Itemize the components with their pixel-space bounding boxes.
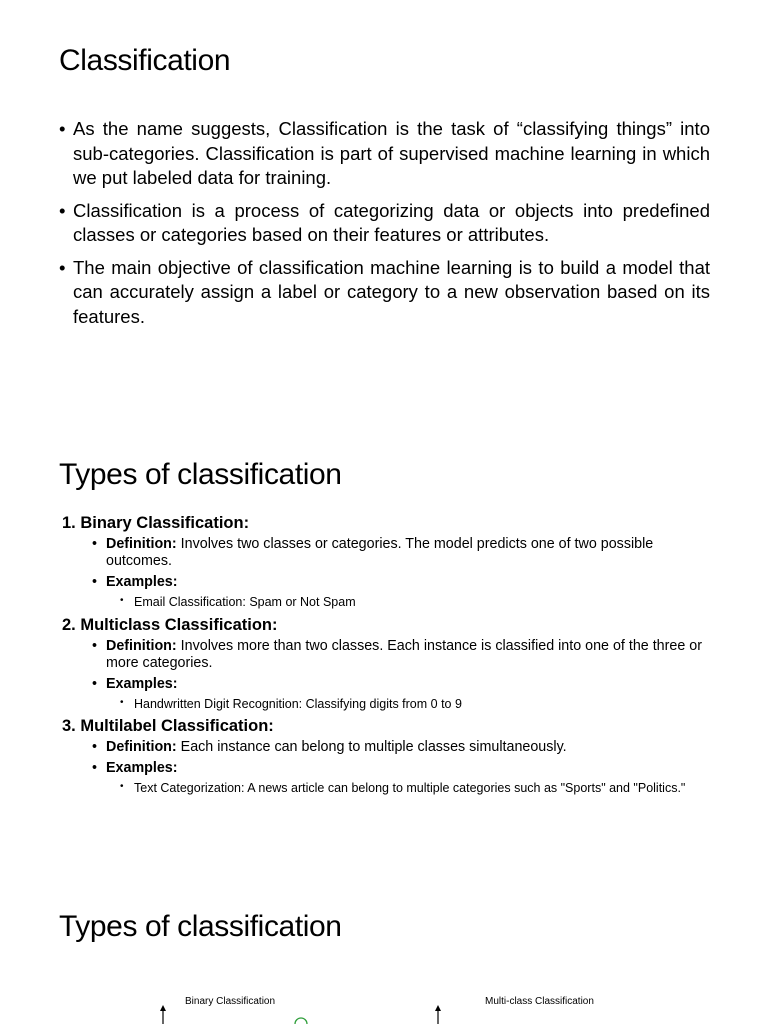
definition-item (92, 739, 712, 756)
class-point (295, 1018, 307, 1024)
slide-types-of-classification-figure (0, 900, 768, 1024)
slide-title: Types of classification (59, 458, 342, 491)
type-item-binary (62, 512, 712, 610)
bullet-item: • Classification is a process of categorizing data or objects into predefined classes or categories based on their features or attributes. (59, 199, 710, 248)
type-details (62, 739, 712, 796)
definition-text: Involves two classes or categories. The model predicts one of two possible outcomes. (106, 536, 654, 569)
examples-label: Examples: (106, 675, 178, 692)
multiclass-figure-title: Multi-class Classification (485, 996, 594, 1007)
examples-label: Examples: (106, 760, 178, 776)
slide-classification (0, 0, 768, 420)
y-axis-arrowhead (435, 1005, 441, 1011)
type-details (62, 536, 712, 610)
bullet-item: • The main objective of classification machine learning is to build a model that can accurately assign a label or category to a new observation based on its features. (59, 256, 710, 330)
example-list (106, 595, 712, 610)
slide-title: Classification (59, 44, 231, 77)
definition-item (92, 638, 712, 672)
binary-figure-title: Binary Classification (185, 996, 276, 1007)
slide-title: Types of classification (59, 910, 342, 943)
definition-text: Each instance can belong to multiple classes simultaneously. (180, 739, 567, 755)
definition-label: Definition: (106, 536, 177, 552)
examples-item (92, 676, 712, 712)
examples-label: Examples: (106, 574, 178, 590)
definition-label: Definition: (106, 739, 177, 755)
type-heading: 1. Binary Classification: (62, 514, 250, 532)
type-item-multilabel (62, 715, 712, 796)
type-heading: 2. Multiclass Classification: (62, 615, 278, 634)
types-list (62, 512, 712, 800)
type-heading: 3. Multilabel Classification: (62, 717, 274, 735)
multiclass-figure-plot (430, 1004, 470, 1024)
examples-item (92, 760, 712, 796)
examples-item (92, 574, 712, 610)
example-item: • Text Categorization: A news article can belong to multiple categories such as "Sports" and "Politics." (120, 781, 712, 796)
type-details (62, 638, 712, 712)
example-item: • Handwritten Digit Recognition: Classifying digits from 0 to 9 (120, 697, 712, 712)
slide-types-of-classification (0, 452, 768, 852)
definition-text: Involves more than two classes. Each instance is classified into one of the three or more categories. (106, 637, 702, 671)
bullet-item: • As the name suggests, Classification is the task of “classifying things” into sub-categories. Classification is part of supervised machine learning in which we put labeled data for training. (59, 117, 710, 191)
type-item-multiclass (62, 614, 712, 712)
binary-figure-plot (155, 1004, 335, 1024)
example-list (106, 697, 712, 712)
bullet-list (59, 117, 710, 337)
definition-label: Definition: (106, 637, 177, 654)
example-item: • Email Classification: Spam or Not Spam (120, 595, 712, 610)
definition-item (92, 536, 712, 570)
example-list (106, 781, 712, 796)
y-axis-arrowhead (160, 1005, 166, 1011)
